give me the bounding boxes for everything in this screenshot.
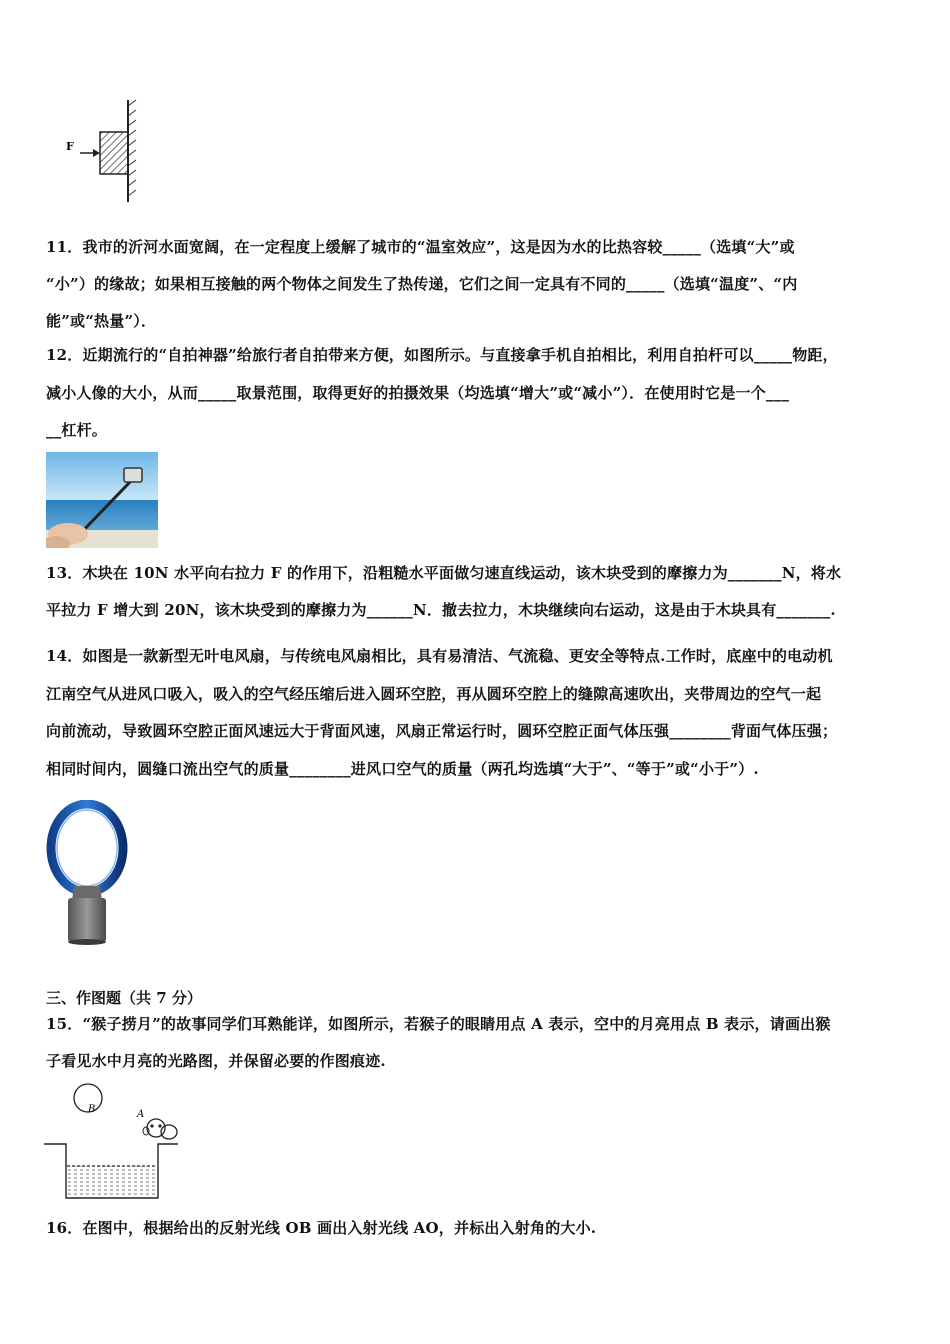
q12-line-3: __杠杆。 [46, 421, 108, 439]
q12-line-2: 减小人像的大小，从而_____取景范围，取得更好的拍摄效果（均选填“增大”或“减小”）．在使用时它是一个___ [46, 384, 790, 402]
point-b-label: B [88, 1104, 96, 1115]
force-label: F [66, 140, 74, 153]
q16-line-1: 16．在图中，根据给出的反射光线 OB 画出入射光线 AO，并标出入射角的大小. [46, 1219, 597, 1237]
q14-line-4: 相同时间内，圆缝口流出空气的质量________进风口空气的质量（两孔均选填“大于”、“等于”或“小于”）. [46, 760, 759, 778]
q12-line-1: 12．近期流行的“自拍神器”给旅行者自拍带来方便，如图所示。与直接拿手机自拍相比，利用自拍杆可以_____物距， [46, 346, 838, 364]
q11-line-2: “小”）的缘故；如果相互接触的两个物体之间发生了热传递，它们之间一定具有不同的_____（选填“温度”、“内 [46, 275, 798, 293]
q15-line-2: 子看见水中月亮的光路图，并保留必要的作图痕迹. [46, 1052, 386, 1070]
q14-line-2: 江南空气从进风口吸入，吸入的空气经压缩后进入圆环空腔，再从圆环空腔上的缝隙高速吹出，夹带周边的空气一起 [46, 685, 822, 703]
q11-line-3: 能”或“热量”）． [46, 312, 157, 330]
q13-line-1: 13．木块在 10N 水平向右拉力 F 的作用下，沿粗糙水平面做匀速直线运动，该木块受到的摩擦力为_______N，将水 [46, 564, 842, 582]
q15-line-1: 15．“猴子捞月”的故事同学们耳熟能详，如图所示，若猴子的眼睛用点 A 表示，空中的月亮用点 B 表示，请画出猴 [46, 1015, 831, 1033]
section-title: 三、作图题（共 7 分） [46, 989, 202, 1007]
point-a-label: A [137, 1109, 145, 1120]
bladeless-fan-photo [46, 800, 128, 948]
selfie-stick-photo [46, 452, 158, 548]
q11-line-1: 11．我市的沂河水面宽阔，在一定程度上缓解了城市的“温室效应”，这是因为水的比热容较_____（选填“大”或 [46, 238, 795, 256]
q13-line-2: 平拉力 F 增大到 20N，该木块受到的摩擦力为______N．撤去拉力，木块继续向右运动，这是由于木块具有_______. [46, 601, 836, 619]
monkey-moon-figure [44, 1080, 194, 1202]
wall-block-figure [60, 96, 150, 206]
q14-line-1: 14．如图是一款新型无叶电风扇，与传统电风扇相比，具有易清洁、气流稳、更安全等特点.工作时，底座中的电动机 [46, 647, 833, 665]
q14-line-3: 向前流动，导致圆环空腔正面风速远大于背面风速，风扇正常运行时，圆环空腔正面气体压强________背面气体压强； [46, 722, 838, 740]
